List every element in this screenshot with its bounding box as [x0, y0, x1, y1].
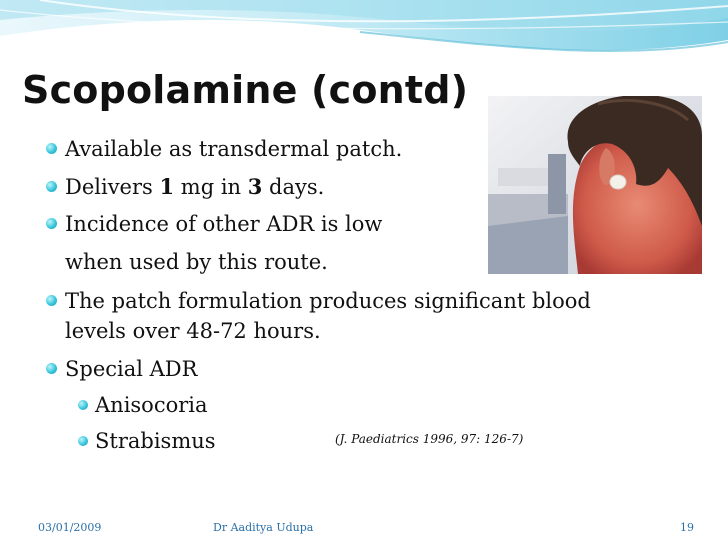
bullet-text-part: days. [262, 175, 325, 199]
sub-bullet-text: Anisocoria [95, 393, 208, 417]
sub-bullet-icon [78, 400, 88, 410]
bullet-text-part: Delivers [65, 175, 160, 199]
bullet-icon [46, 363, 57, 374]
bullet-text-continuation: when used by this route. [65, 250, 328, 274]
sub-bullet-text: Strabismus [95, 429, 216, 453]
citation: (J. Paediatrics 1996, 97: 126-7) [335, 432, 524, 446]
bullet-text-continuation: levels over 48-72 hours. [65, 319, 321, 343]
bullet-text: Available as transdermal patch. [65, 137, 403, 161]
bullet-text [65, 174, 324, 200]
bullet-text: Special ADR [65, 357, 198, 381]
footer-date: 03/01/2009 [38, 521, 102, 534]
patch-photo [488, 96, 702, 274]
bullet-number: 1 [159, 174, 175, 199]
bullet-icon [46, 143, 57, 154]
footer-page-number: 19 [680, 521, 694, 534]
bullet-text: The patch formulation produces significant blood [65, 289, 591, 313]
footer-author: Dr Aaditya Udupa [213, 521, 314, 534]
sub-bullet-icon [78, 436, 88, 446]
bullet-text: Incidence of other ADR is low [65, 212, 383, 236]
slide-title: Scopolamine (contd) [22, 68, 469, 112]
bullet-icon [46, 181, 57, 192]
bullet-icon [46, 295, 57, 306]
header-wave-decoration [0, 0, 728, 70]
bullet-number: 3 [247, 174, 263, 199]
bullet-text-part: mg in [174, 175, 248, 199]
bullet-icon [46, 218, 57, 229]
